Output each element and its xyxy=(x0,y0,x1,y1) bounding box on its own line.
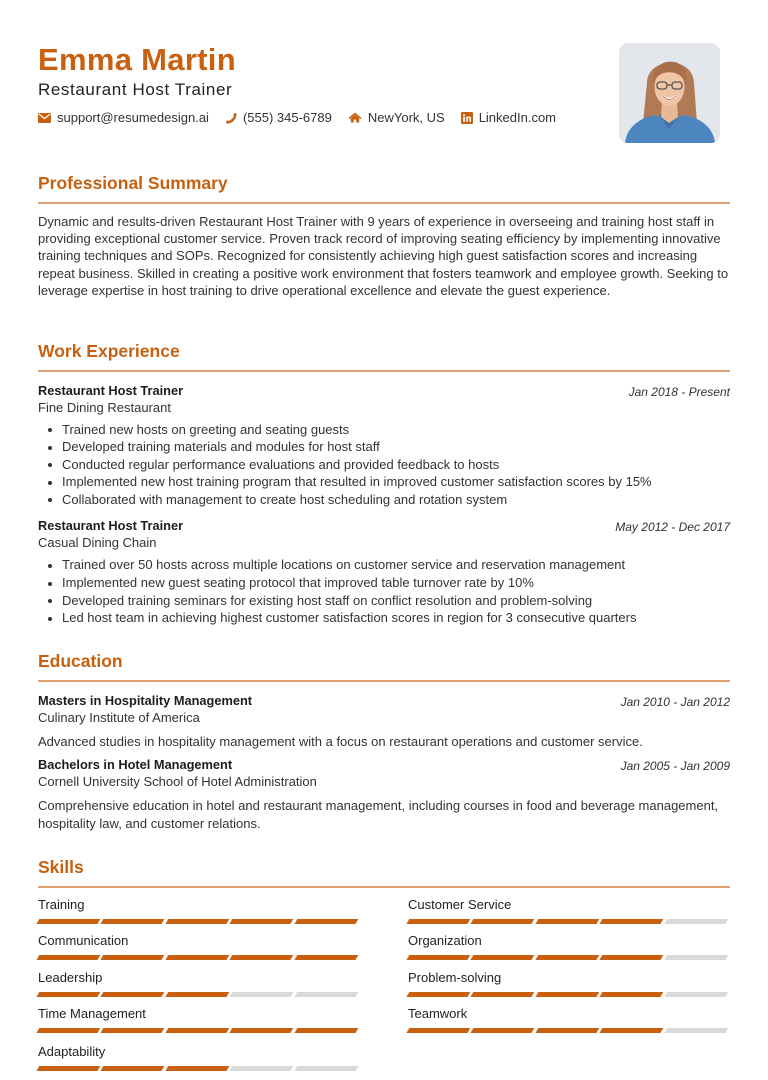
skill-name: Time Management xyxy=(38,1006,146,1021)
skill-bar-filled xyxy=(600,955,664,960)
skill-name: Adaptability xyxy=(38,1043,106,1059)
education-heading: Education xyxy=(38,651,123,671)
job-bullet: Trained over 50 hosts across multiple locations on customer service and reservation management xyxy=(38,556,730,574)
envelope-icon xyxy=(38,113,51,123)
skill-bar-filled xyxy=(101,992,165,997)
degree-title: Masters in Hospitality Management xyxy=(38,692,253,708)
job-dates: Jan 2018 - Present xyxy=(628,384,730,399)
skill-bar-filled xyxy=(536,992,600,997)
skill-bar-filled xyxy=(37,919,101,924)
skill-bar-filled xyxy=(407,955,471,960)
job-bullet: Conducted regular performance evaluations and provided feedback to hosts xyxy=(38,456,730,474)
skill-item xyxy=(38,970,360,1006)
skill-bar-filled xyxy=(37,955,101,960)
skill-bar-filled xyxy=(294,955,358,960)
skill-bar-filled xyxy=(230,919,294,924)
skill-bar-filled xyxy=(471,1028,535,1033)
job-bullets xyxy=(38,421,730,509)
education-description: Comprehensive education in hotel and restaurant management, including courses in food and beverage management, hospitality law, and customer relations. xyxy=(38,798,719,831)
resume-page xyxy=(38,0,730,1059)
contact-linkedin-text: LinkedIn.com xyxy=(478,110,557,125)
skill-bar-empty xyxy=(664,919,728,924)
skill-bar-empty xyxy=(230,992,294,997)
skill-item xyxy=(38,897,360,933)
skill-bar-filled xyxy=(166,1028,230,1033)
skill-bar-filled xyxy=(600,1028,664,1033)
job-entry xyxy=(38,517,730,626)
skill-bar-filled xyxy=(471,955,535,960)
skill-level-meter xyxy=(38,1028,360,1033)
summary-text: Dynamic and results-driven Restaurant Host Trainer with 9 years of experience in overseeing and training host staff in providing exceptional customer service. Proven track record of improving seating efficiency by implementing innovative training techniques and SOPs. Recognized for consistently achieving high guest satisfaction scores and increasing repeat business. Skilled in creating a positive work environment that fosters teamwork and employee growth. Seeking to leverage expertise in host training to drive operational excellence and elevate the guest experience. xyxy=(38,213,729,299)
home-icon xyxy=(348,112,362,123)
skill-bar-filled xyxy=(471,919,535,924)
job-company: Casual Dining Chain xyxy=(38,535,157,551)
skill-item xyxy=(408,897,730,933)
skill-bar-empty xyxy=(294,992,358,997)
skill-name: Problem-solving xyxy=(408,969,502,985)
contact-email-text: support@resumedesign.ai xyxy=(57,110,209,125)
job-bullet: Implemented new guest seating protocol that improved table turnover rate by 10% xyxy=(38,574,730,592)
skill-bar-filled xyxy=(230,1028,294,1033)
skill-bar-filled xyxy=(37,1066,101,1071)
job-title: Restaurant Host Trainer xyxy=(38,518,184,534)
job-bullet: Developed training seminars for existing host staff on conflict resolution and problem-solving xyxy=(38,592,730,610)
skill-bar-filled xyxy=(166,955,230,960)
section-divider xyxy=(38,370,730,372)
education-dates: Jan 2010 - Jan 2012 xyxy=(620,694,730,709)
education-entry xyxy=(38,756,730,832)
skill-level-meter xyxy=(38,1066,360,1071)
contact-bar xyxy=(38,110,572,125)
skill-item xyxy=(408,933,730,969)
section-divider xyxy=(38,202,730,204)
skill-item xyxy=(408,1006,730,1042)
profile-photo-image xyxy=(619,43,720,143)
skill-level-meter xyxy=(408,1028,730,1033)
candidate-name: Emma Martin xyxy=(38,42,236,77)
skill-bar-filled xyxy=(230,955,294,960)
skill-bar-filled xyxy=(471,992,535,997)
skill-bar-filled xyxy=(294,919,358,924)
contact-location-text: NewYork, US xyxy=(367,110,445,125)
skill-bar-filled xyxy=(600,919,664,924)
education-entry xyxy=(38,692,730,751)
skill-bar-empty xyxy=(664,955,728,960)
skill-level-meter xyxy=(408,955,730,960)
skill-bar-filled xyxy=(101,955,165,960)
skills-section xyxy=(38,857,730,1059)
skill-name: Leadership xyxy=(38,969,103,985)
skill-bar-filled xyxy=(536,919,600,924)
profile-photo xyxy=(619,43,720,143)
skill-name: Organization xyxy=(408,933,482,948)
skill-level-meter xyxy=(38,919,360,924)
skill-bar-filled xyxy=(101,1066,165,1071)
skill-bar-empty xyxy=(294,1066,358,1071)
job-entry xyxy=(38,382,730,509)
skills-heading: Skills xyxy=(38,857,84,877)
experience-section xyxy=(38,341,730,627)
job-bullet: Trained new hosts on greeting and seating guests xyxy=(38,421,730,439)
job-bullet: Led host team in achieving highest customer satisfaction scores in region for 3 consecutive quarters xyxy=(38,609,730,627)
skill-item xyxy=(38,933,360,969)
skill-bar-filled xyxy=(407,919,471,924)
skill-bar-filled xyxy=(600,992,664,997)
skill-level-meter xyxy=(38,992,360,997)
job-dates: May 2012 - Dec 2017 xyxy=(615,520,730,535)
skill-name: Communication xyxy=(38,933,129,948)
resume-header xyxy=(38,0,730,160)
linkedin-icon xyxy=(461,112,473,124)
contact-email[interactable] xyxy=(38,110,209,125)
skill-bar-filled xyxy=(37,992,101,997)
school-name: Culinary Institute of America xyxy=(38,709,200,725)
skill-bar-filled xyxy=(101,919,165,924)
skill-item xyxy=(38,1044,360,1080)
skill-bar-filled xyxy=(536,955,600,960)
skill-bar-filled xyxy=(37,1028,101,1033)
skill-level-meter xyxy=(408,919,730,924)
job-bullets xyxy=(38,556,730,626)
skill-item xyxy=(38,1006,360,1042)
contact-phone[interactable] xyxy=(225,110,332,125)
job-company: Fine Dining Restaurant xyxy=(38,399,171,415)
skill-bar-filled xyxy=(407,992,471,997)
school-name: Cornell University School of Hotel Administration xyxy=(38,774,317,790)
degree-title: Bachelors in Hotel Management xyxy=(38,757,233,773)
skill-name: Teamwork xyxy=(408,1006,468,1021)
education-section xyxy=(38,651,730,832)
job-title: Restaurant Host Trainer xyxy=(38,382,184,398)
skill-bar-empty xyxy=(664,992,728,997)
skill-level-meter xyxy=(38,955,360,960)
skill-bar-empty xyxy=(664,1028,728,1033)
education-dates: Jan 2005 - Jan 2009 xyxy=(620,759,730,774)
job-bullet: Collaborated with management to create host scheduling and rotation system xyxy=(38,491,730,509)
skill-bar-filled xyxy=(166,1066,230,1071)
skill-name: Training xyxy=(38,896,85,912)
section-divider xyxy=(38,886,730,888)
skill-bar-empty xyxy=(230,1066,294,1071)
job-bullet: Implemented new host training program that resulted in improved customer satisfaction scores by 15% xyxy=(38,473,730,491)
phone-icon xyxy=(225,112,237,124)
skill-item xyxy=(408,970,730,1006)
education-description: Advanced studies in hospitality management with a focus on restaurant operations and customer service. xyxy=(38,733,643,749)
skill-name: Customer Service xyxy=(408,896,512,912)
skill-bar-filled xyxy=(101,1028,165,1033)
skill-bar-filled xyxy=(294,1028,358,1033)
experience-heading: Work Experience xyxy=(38,341,180,361)
summary-section xyxy=(38,173,730,300)
skill-bar-filled xyxy=(166,992,230,997)
summary-heading: Professional Summary xyxy=(38,173,228,193)
skill-bar-filled xyxy=(407,1028,471,1033)
contact-phone-text: (555) 345-6789 xyxy=(242,110,332,125)
skill-bar-filled xyxy=(536,1028,600,1033)
candidate-title: Restaurant Host Trainer xyxy=(38,80,233,99)
skill-level-meter xyxy=(408,992,730,997)
skill-bar-filled xyxy=(166,919,230,924)
contact-linkedin[interactable] xyxy=(461,110,556,125)
job-bullet: Developed training materials and modules for host staff xyxy=(38,438,730,456)
contact-location xyxy=(348,110,445,125)
section-divider xyxy=(38,680,730,682)
